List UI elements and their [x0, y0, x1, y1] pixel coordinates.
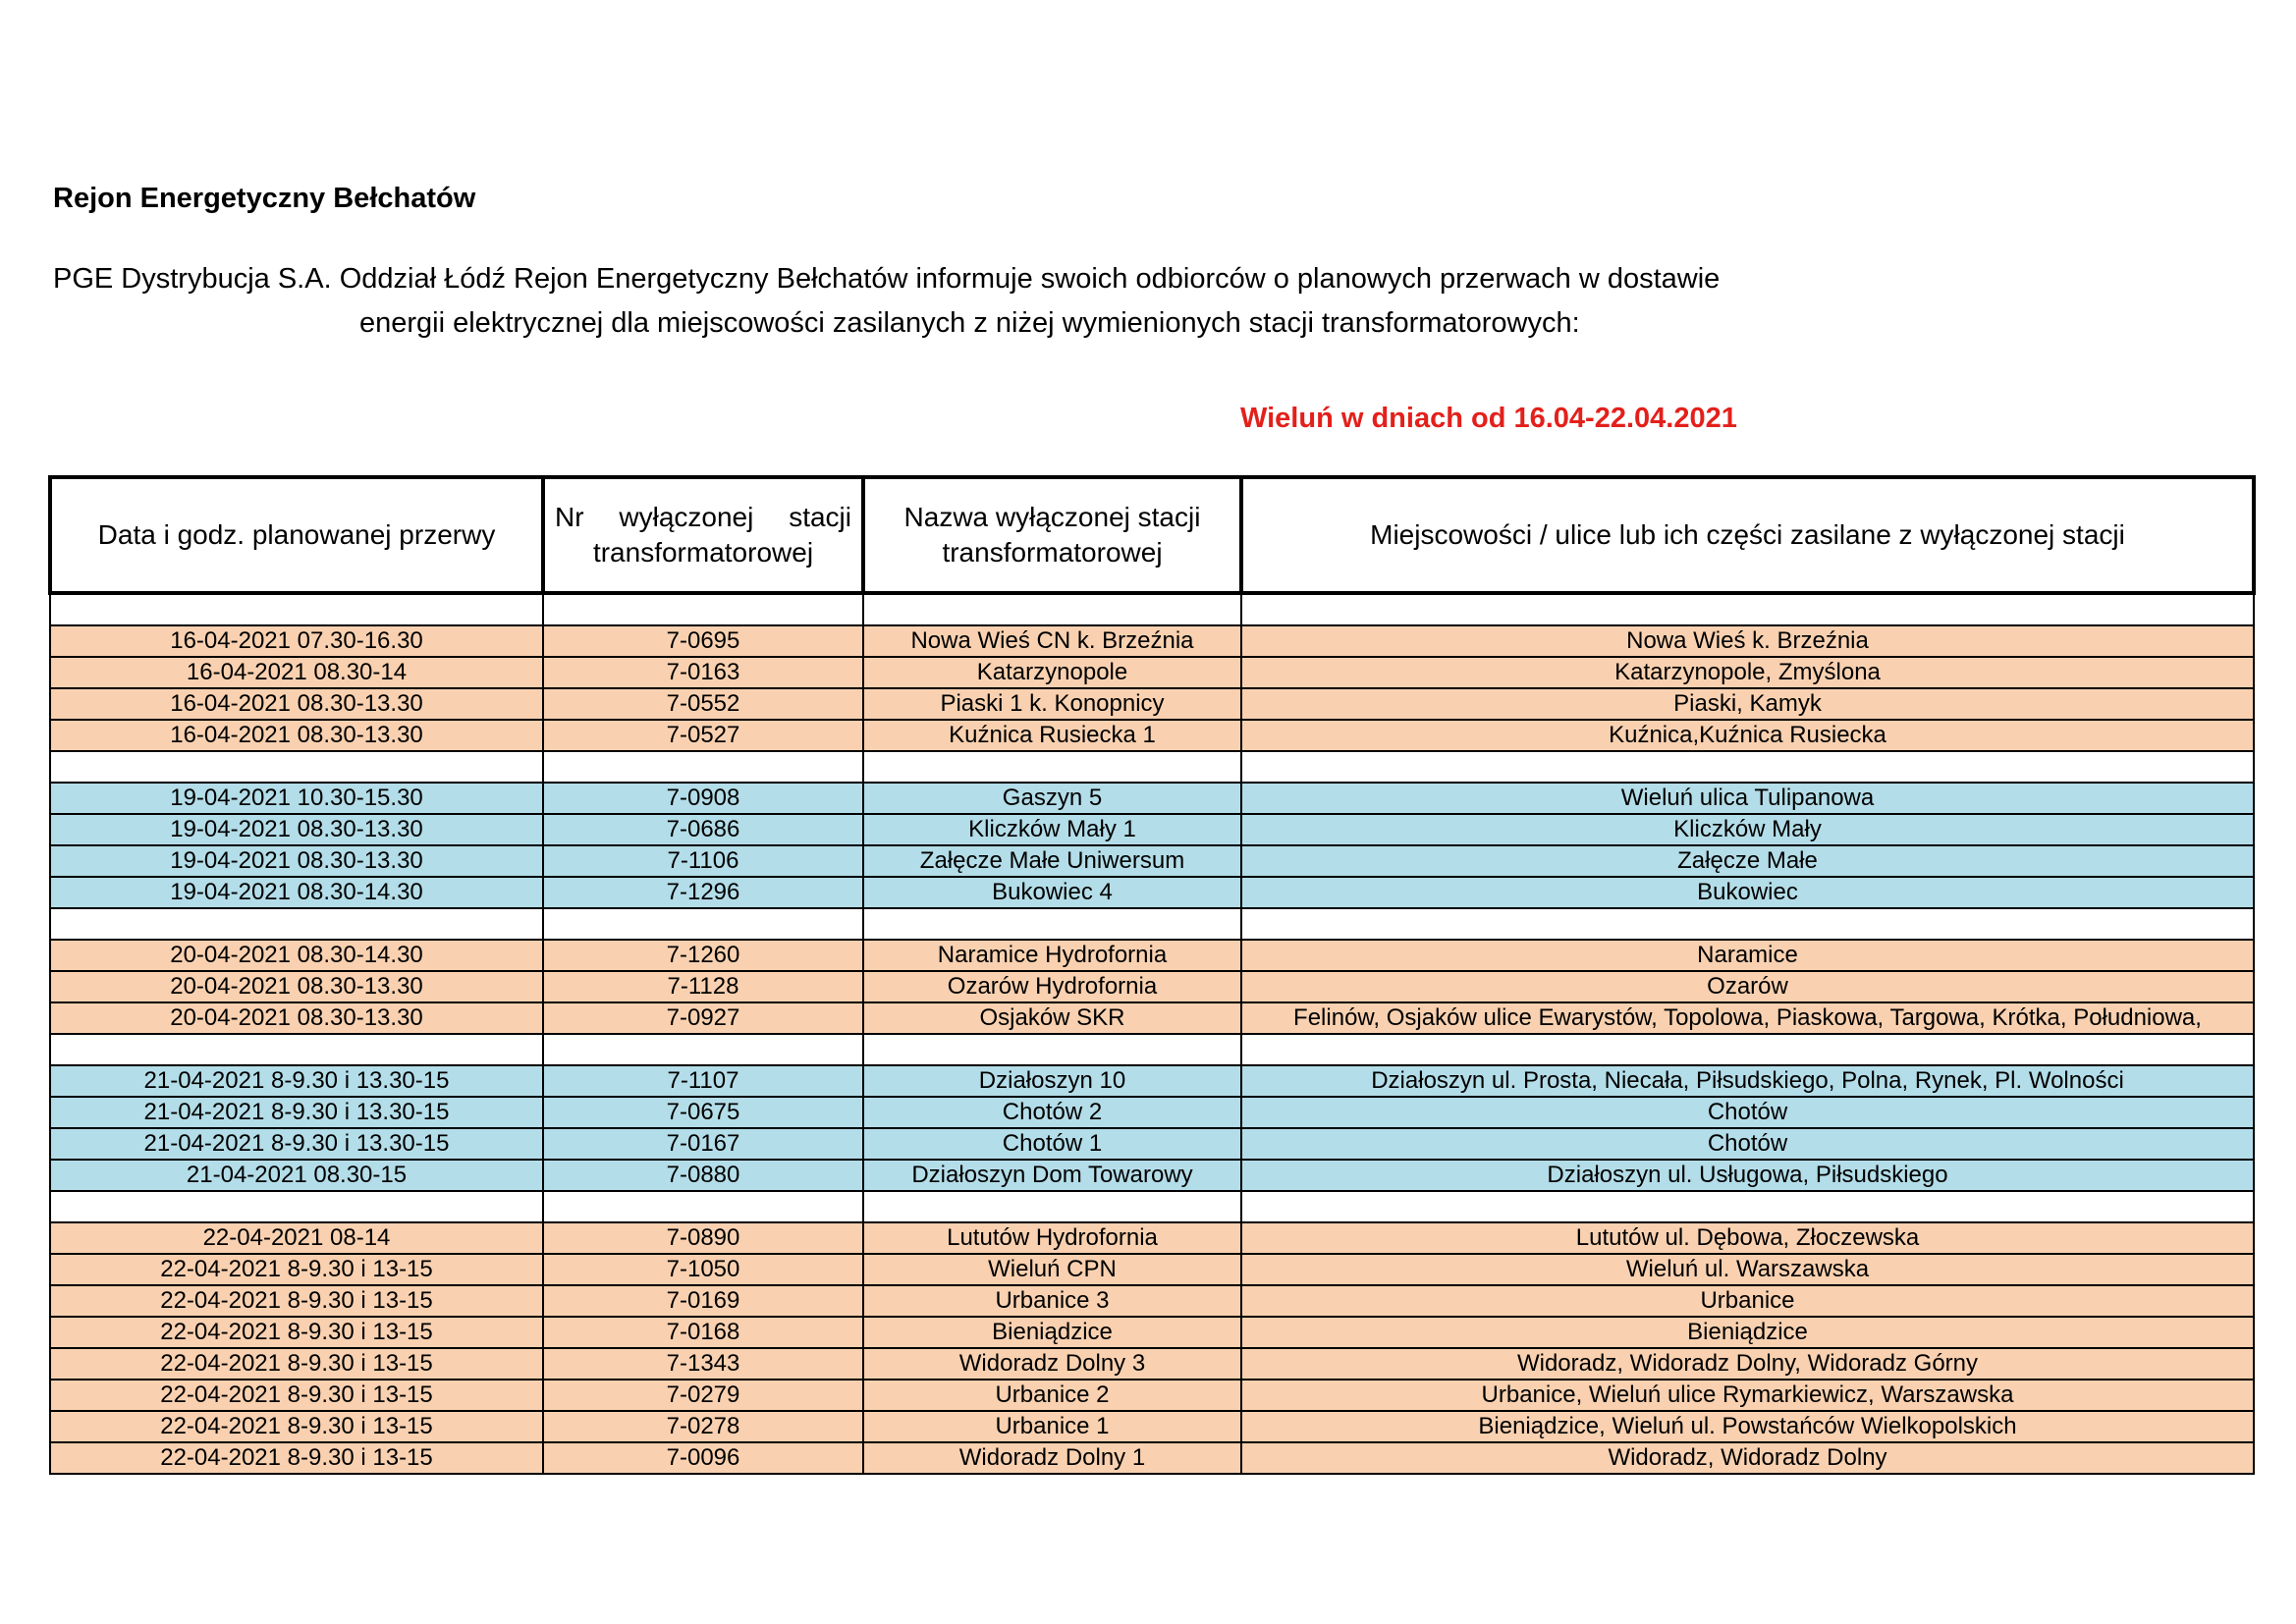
cell-date: 22-04-2021 8-9.30 i 13-15: [50, 1348, 543, 1380]
cell-station-number: 7-1343: [543, 1348, 863, 1380]
cell-date: [50, 1191, 543, 1222]
cell-locations: [1241, 1034, 2254, 1065]
cell-station-number: [543, 908, 863, 940]
cell-station-name: Nowa Wieś CN k. Brzeźnia: [863, 625, 1241, 657]
cell-station-name: Chotów 1: [863, 1128, 1241, 1160]
cell-date: 16-04-2021 08.30-13.30: [50, 720, 543, 751]
cell-date: 22-04-2021 8-9.30 i 13-15: [50, 1442, 543, 1474]
cell-date: 19-04-2021 10.30-15.30: [50, 783, 543, 814]
table-row: [50, 1380, 2254, 1411]
cell-station-number: 7-0169: [543, 1285, 863, 1317]
cell-station-number: 7-0527: [543, 720, 863, 751]
cell-date: [50, 1034, 543, 1065]
cell-locations: [1241, 1191, 2254, 1222]
spacer-row: [50, 1191, 2254, 1222]
table-row: [50, 1160, 2254, 1191]
table-row: [50, 814, 2254, 845]
table-row: [50, 720, 2254, 751]
table-row: [50, 1222, 2254, 1254]
cell-station-name: Urbanice 2: [863, 1380, 1241, 1411]
cell-date: 20-04-2021 08.30-13.30: [50, 1002, 543, 1034]
cell-station-number: 7-0163: [543, 657, 863, 688]
cell-station-name: [863, 1191, 1241, 1222]
intro-paragraph: [53, 257, 1821, 346]
cell-station-name: Działoszyn 10: [863, 1065, 1241, 1097]
cell-station-number: 7-1107: [543, 1065, 863, 1097]
cell-locations: Chotów: [1241, 1097, 2254, 1128]
cell-date: [50, 593, 543, 625]
cell-locations: Kuźnica,Kuźnica Rusiecka: [1241, 720, 2254, 751]
column-header-station-number: Nr wyłączonej stacji transformatorowej: [543, 477, 863, 593]
cell-locations: [1241, 593, 2254, 625]
cell-station-name: Osjaków SKR: [863, 1002, 1241, 1034]
cell-locations: Katarzynopole, Zmyślona: [1241, 657, 2254, 688]
table-row: [50, 625, 2254, 657]
cell-date: 21-04-2021 08.30-15: [50, 1160, 543, 1191]
cell-station-name: Działoszyn Dom Towarowy: [863, 1160, 1241, 1191]
cell-station-name: Wieluń CPN: [863, 1254, 1241, 1285]
cell-station-name: Załęcze Małe Uniwersum: [863, 845, 1241, 877]
table-row: [50, 971, 2254, 1002]
cell-date: 22-04-2021 8-9.30 i 13-15: [50, 1380, 543, 1411]
cell-date: 22-04-2021 8-9.30 i 13-15: [50, 1254, 543, 1285]
cell-locations: Wieluń ul. Warszawska: [1241, 1254, 2254, 1285]
cell-station-number: [543, 1191, 863, 1222]
cell-date: [50, 908, 543, 940]
spacer-row: [50, 593, 2254, 625]
cell-station-name: Widoradz Dolny 1: [863, 1442, 1241, 1474]
cell-locations: Kliczków Mały: [1241, 814, 2254, 845]
cell-station-name: Chotów 2: [863, 1097, 1241, 1128]
spacer-row: [50, 751, 2254, 783]
cell-locations: Bukowiec: [1241, 877, 2254, 908]
cell-locations: Wieluń ulica Tulipanowa: [1241, 783, 2254, 814]
table-row: [50, 940, 2254, 971]
cell-station-number: 7-0278: [543, 1411, 863, 1442]
cell-station-number: 7-1128: [543, 971, 863, 1002]
cell-station-number: 7-1260: [543, 940, 863, 971]
cell-locations: Widoradz, Widoradz Dolny: [1241, 1442, 2254, 1474]
cell-locations: Urbanice: [1241, 1285, 2254, 1317]
cell-station-name: Katarzynopole: [863, 657, 1241, 688]
cell-station-number: 7-0695: [543, 625, 863, 657]
cell-station-number: 7-0908: [543, 783, 863, 814]
cell-locations: Działoszyn ul. Usługowa, Piłsudskiego: [1241, 1160, 2254, 1191]
table-row: [50, 783, 2254, 814]
cell-station-number: 7-0167: [543, 1128, 863, 1160]
cell-station-number: 7-0890: [543, 1222, 863, 1254]
cell-date: 21-04-2021 8-9.30 i 13.30-15: [50, 1065, 543, 1097]
intro-line-2: energii elektrycznej dla miejscowości zasilanych z niżej wymienionych stacji transformatorowych:: [359, 307, 1580, 339]
cell-station-number: 7-0927: [543, 1002, 863, 1034]
cell-station-name: Kliczków Mały 1: [863, 814, 1241, 845]
table-row: [50, 1097, 2254, 1128]
column-header-date: Data i godz. planowanej przerwy: [50, 477, 543, 593]
cell-locations: Widoradz, Widoradz Dolny, Widoradz Górny: [1241, 1348, 2254, 1380]
cell-station-number: 7-0552: [543, 688, 863, 720]
cell-station-name: Kuźnica Rusiecka 1: [863, 720, 1241, 751]
spacer-row: [50, 1034, 2254, 1065]
cell-date: 21-04-2021 8-9.30 i 13.30-15: [50, 1097, 543, 1128]
cell-station-name: [863, 751, 1241, 783]
cell-station-name: [863, 593, 1241, 625]
table-row: [50, 1285, 2254, 1317]
cell-station-number: 7-0675: [543, 1097, 863, 1128]
cell-locations: Ozarów: [1241, 971, 2254, 1002]
cell-locations: Załęcze Małe: [1241, 845, 2254, 877]
cell-station-name: Urbanice 3: [863, 1285, 1241, 1317]
cell-station-name: Gaszyn 5: [863, 783, 1241, 814]
cell-station-number: 7-1050: [543, 1254, 863, 1285]
cell-locations: Chotów: [1241, 1128, 2254, 1160]
cell-locations: Piaski, Kamyk: [1241, 688, 2254, 720]
column-header-locations: Miejscowości / ulice lub ich części zasilane z wyłączonej stacji: [1241, 477, 2254, 593]
cell-date: 20-04-2021 08.30-13.30: [50, 971, 543, 1002]
cell-station-name: Piaski 1 k. Konopnicy: [863, 688, 1241, 720]
cell-locations: Bieniądzice, Wieluń ul. Powstańców Wielkopolskich: [1241, 1411, 2254, 1442]
cell-station-name: Lututów Hydrofornia: [863, 1222, 1241, 1254]
cell-date: 21-04-2021 8-9.30 i 13.30-15: [50, 1128, 543, 1160]
cell-date: 22-04-2021 8-9.30 i 13-15: [50, 1317, 543, 1348]
cell-station-number: [543, 1034, 863, 1065]
cell-date: 22-04-2021 8-9.30 i 13-15: [50, 1411, 543, 1442]
cell-station-number: 7-1296: [543, 877, 863, 908]
table-row: [50, 1317, 2254, 1348]
table-row: [50, 845, 2254, 877]
intro-line-1: PGE Dystrybucja S.A. Oddział Łódź Rejon Energetyczny Bełchatów informuje swoich odbiorców o planowych przerwach w dostawie: [53, 263, 1721, 295]
cell-station-name: Ozarów Hydrofornia: [863, 971, 1241, 1002]
cell-station-number: 7-1106: [543, 845, 863, 877]
cell-date: 16-04-2021 07.30-16.30: [50, 625, 543, 657]
cell-station-name: [863, 908, 1241, 940]
cell-station-name: Naramice Hydrofornia: [863, 940, 1241, 971]
spacer-row: [50, 908, 2254, 940]
table-row: [50, 1442, 2254, 1474]
cell-date: [50, 751, 543, 783]
table-header-row: [50, 477, 2254, 593]
cell-date: 19-04-2021 08.30-14.30: [50, 877, 543, 908]
cell-station-number: 7-0686: [543, 814, 863, 845]
cell-station-name: Widoradz Dolny 3: [863, 1348, 1241, 1380]
cell-date: 16-04-2021 08.30-14: [50, 657, 543, 688]
cell-locations: Lututów ul. Dębowa, Złoczewska: [1241, 1222, 2254, 1254]
cell-station-number: 7-0279: [543, 1380, 863, 1411]
cell-date: 22-04-2021 8-9.30 i 13-15: [50, 1285, 543, 1317]
cell-station-name: [863, 1034, 1241, 1065]
column-header-station-name: Nazwa wyłączonej stacji transformatorowej: [863, 477, 1241, 593]
table-row: [50, 657, 2254, 688]
cell-locations: [1241, 751, 2254, 783]
cell-station-name: Urbanice 1: [863, 1411, 1241, 1442]
cell-station-number: 7-0168: [543, 1317, 863, 1348]
table-row: [50, 1254, 2254, 1285]
table-body: [50, 593, 2254, 1474]
cell-station-name: Bieniądzice: [863, 1317, 1241, 1348]
period-heading: Wieluń w dniach od 16.04-22.04.2021: [1240, 403, 1737, 434]
cell-station-number: 7-0096: [543, 1442, 863, 1474]
cell-date: 22-04-2021 08-14: [50, 1222, 543, 1254]
cell-date: 19-04-2021 08.30-13.30: [50, 814, 543, 845]
cell-station-number: [543, 751, 863, 783]
cell-locations: Bieniądzice: [1241, 1317, 2254, 1348]
outage-schedule-table: [48, 475, 2256, 1475]
cell-locations: Urbanice, Wieluń ulice Rymarkiewicz, Warszawska: [1241, 1380, 2254, 1411]
cell-station-number: [543, 593, 863, 625]
table-row: [50, 1002, 2254, 1034]
cell-locations: Działoszyn ul. Prosta, Niecała, Piłsudskiego, Polna, Rynek, Pl. Wolności: [1241, 1065, 2254, 1097]
cell-locations: Nowa Wieś k. Brzeźnia: [1241, 625, 2254, 657]
cell-locations: [1241, 908, 2254, 940]
table-row: [50, 1065, 2254, 1097]
cell-station-number: 7-0880: [543, 1160, 863, 1191]
cell-locations: Naramice: [1241, 940, 2254, 971]
cell-date: 20-04-2021 08.30-14.30: [50, 940, 543, 971]
cell-station-name: Bukowiec 4: [863, 877, 1241, 908]
region-title: Rejon Energetyczny Bełchatów: [53, 183, 476, 214]
cell-date: 19-04-2021 08.30-13.30: [50, 845, 543, 877]
table-row: [50, 1348, 2254, 1380]
table-row: [50, 1128, 2254, 1160]
cell-locations: Felinów, Osjaków ulice Ewarystów, Topolowa, Piaskowa, Targowa, Krótka, Południowa,: [1241, 1002, 2254, 1034]
table-row: [50, 688, 2254, 720]
cell-date: 16-04-2021 08.30-13.30: [50, 688, 543, 720]
table-row: [50, 877, 2254, 908]
table-row: [50, 1411, 2254, 1442]
